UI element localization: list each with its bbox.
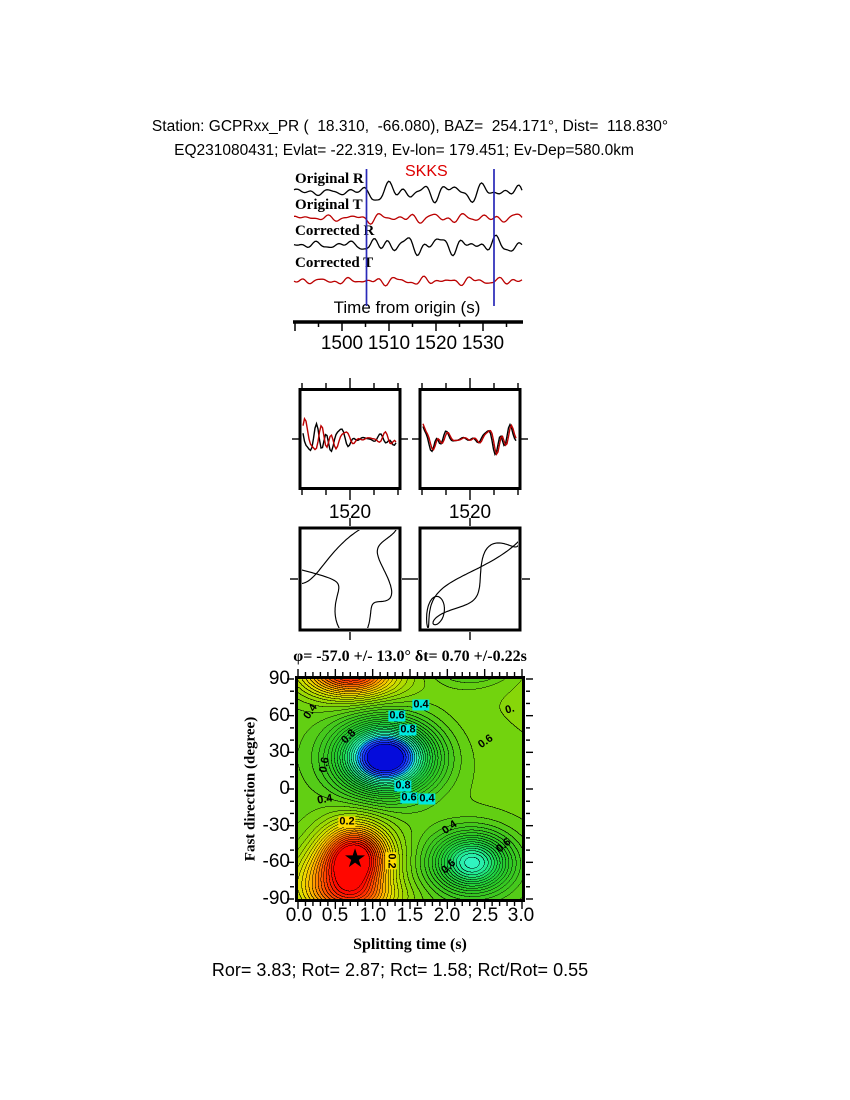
contour-level-label: 0.4 <box>419 792 435 805</box>
contour-ylabel: Fast direction (degree) <box>242 716 259 862</box>
contour-level-label: 0.8 <box>395 779 411 792</box>
best-fit-star-icon: ★ <box>343 842 367 873</box>
trace-label-corrected-t: Corrected T <box>295 255 374 271</box>
contour-level-label: 0.6 <box>493 836 514 856</box>
ytick-n60: -60 <box>262 851 290 872</box>
quality-stats: Ror= 3.83; Rot= 2.87; Rct= 1.58; Rct/Rot= 0.55 <box>211 960 589 980</box>
time-axis-label: Time from origin (s) <box>333 298 481 317</box>
zoom-right-tick-label: 1520 <box>448 502 492 523</box>
contour-title: φ= -57.0 +/- 13.0° δt= 0.70 +/-0.22s <box>293 648 527 665</box>
time-tick-1510: 1510 <box>367 333 411 354</box>
zoom-left-tick-label: 1520 <box>328 502 372 523</box>
ytick-0: 0 <box>279 778 290 799</box>
phase-label: SKKS <box>405 163 448 180</box>
xtick-00: 0.0 <box>285 905 313 926</box>
contour-level-label: 0.6 <box>389 709 405 722</box>
time-tick-1500: 1500 <box>320 333 364 354</box>
contour-xlabel: Splitting time (s) <box>353 936 467 953</box>
contour-level-label: 0.4 <box>316 792 334 807</box>
station-header: Station: GCPRxx_PR ( 18.310, -66.080), BAZ= 254.171°, Dist= 118.830° <box>151 118 669 135</box>
contour-level-label: 0.2 <box>339 815 355 828</box>
xtick-20: 2.0 <box>433 905 461 926</box>
contour-level-label: 0.6 <box>438 856 459 877</box>
contour-level-label: 0.4 <box>440 818 460 837</box>
trace-label-original-t: Original T <box>295 197 363 213</box>
contour-level-label: 0.8 <box>338 726 359 747</box>
contour-level-label: 0.6 <box>317 756 332 774</box>
trace-label-original-r: Original R <box>295 171 364 187</box>
time-tick-1530: 1530 <box>461 333 505 354</box>
contour-level-label: 0.4 <box>413 698 429 711</box>
xtick-05: 0.5 <box>321 905 349 926</box>
xtick-10: 1.0 <box>359 905 387 926</box>
xtick-25: 2.5 <box>471 905 499 926</box>
time-tick-1520: 1520 <box>414 333 458 354</box>
ytick-n90: -90 <box>262 888 290 909</box>
ytick-90: 90 <box>268 668 290 689</box>
contour-level-label: 0.4 <box>301 702 320 722</box>
contour-level-label: 0.2 <box>385 853 398 869</box>
xtick-30: 3.0 <box>507 905 535 926</box>
event-header: EQ231080431; Evlat= -22.319, Ev-lon= 179.451; Ev-Dep=580.0km <box>174 142 634 159</box>
trace-label-corrected-r: Corrected R <box>295 223 375 239</box>
contour-level-label: 0.6 <box>401 791 417 804</box>
ytick-n30: -30 <box>262 815 290 836</box>
xtick-15: 1.5 <box>396 905 424 926</box>
ytick-60: 60 <box>268 705 290 726</box>
contour-level-label: 0.6 <box>476 732 496 751</box>
contour-level-label: 0. <box>503 702 516 717</box>
ytick-30: 30 <box>268 741 290 762</box>
contour-level-label: 0.8 <box>400 723 416 736</box>
